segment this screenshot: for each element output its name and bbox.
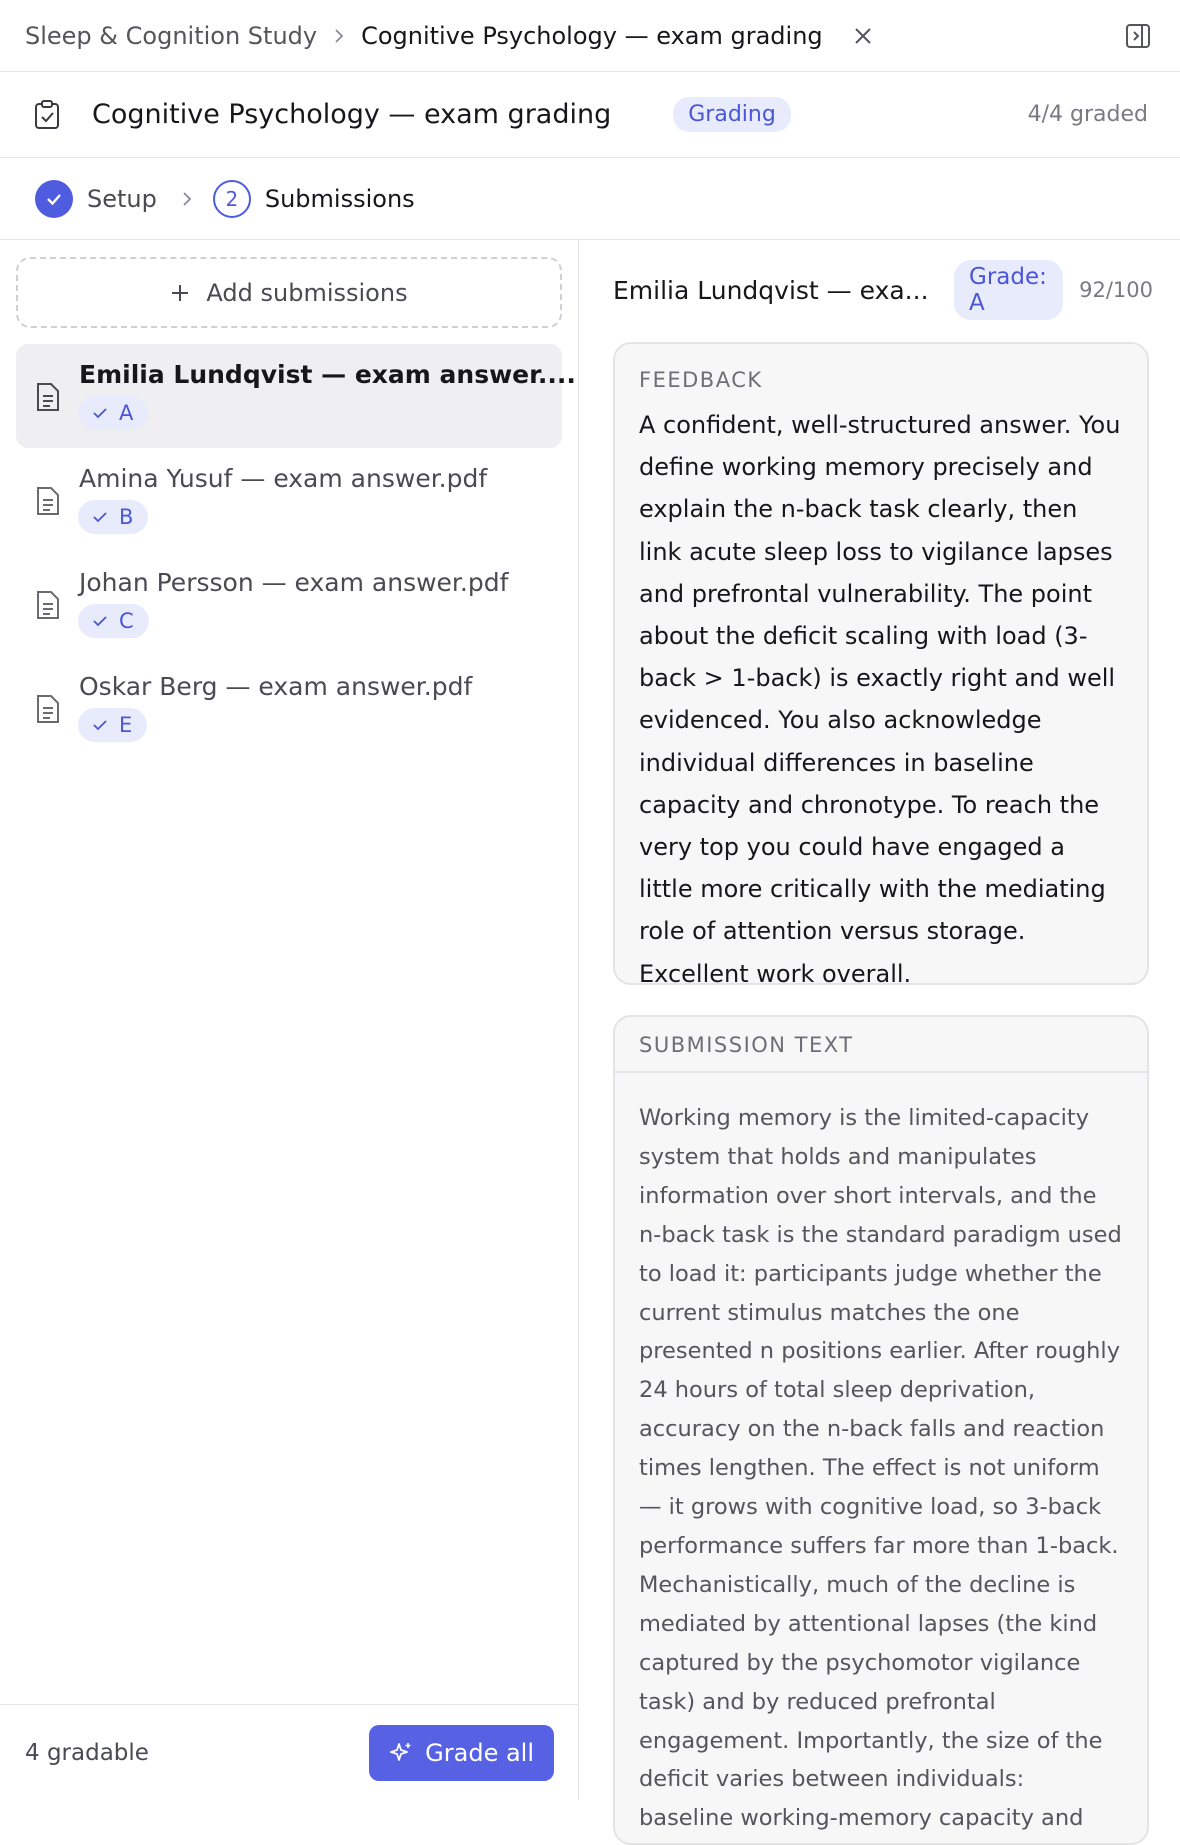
grade-pill (78, 708, 147, 742)
submissions-panel (0, 240, 579, 1800)
grade-letter: B (119, 505, 134, 529)
tab-bar (0, 0, 1180, 72)
clipboard-check-icon (34, 100, 60, 130)
submission-name: Johan Persson — exam answer.pdf (79, 568, 509, 597)
submission-name: Oskar Berg — exam answer.pdf (79, 672, 473, 701)
submission-name: Amina Yusuf — exam answer.pdf (79, 464, 488, 493)
score: 92/100 (1079, 278, 1153, 302)
chevron-right-icon (181, 191, 193, 207)
plus-icon (170, 283, 190, 303)
submission-item[interactable] (16, 448, 562, 552)
step-setup[interactable]: Setup (87, 184, 157, 213)
submission-text-card (613, 1015, 1149, 1845)
submission-text-label: SUBMISSION TEXT (639, 1033, 854, 1057)
document-icon (36, 694, 60, 724)
submission-name: Emilia Lundqvist — exam answer.... (79, 360, 576, 389)
submission-item[interactable] (16, 552, 562, 656)
stepper (0, 158, 1180, 240)
breadcrumb-current[interactable]: Cognitive Psychology — exam grading (361, 21, 823, 50)
add-submissions-label: Add submissions (206, 278, 408, 307)
step-submissions[interactable]: Submissions (264, 184, 415, 213)
document-icon (36, 590, 60, 620)
feedback-text: A confident, well-structured answer. You define working memory precisely and explain the n-back task clearly, then link acute sleep loss to vigilance lapses and prefrontal vulnerability. The point about the deficit scaling with load (3-back > 1-back) is exactly right and well evidenced. You also acknowledge individual differences in baseline capacity and chronotype. To reach the very top you could have engaged a little more critically with the mediating role of attention versus storage. Excellent work overall. (639, 411, 1121, 988)
chevron-right-icon (333, 28, 345, 44)
submission-item[interactable] (16, 656, 562, 760)
panel-toggle-icon[interactable] (1124, 22, 1152, 50)
close-icon[interactable] (849, 22, 877, 50)
gradable-count: 4 gradable (25, 1739, 149, 1766)
submission-text: Working memory is the limited-capacity system that holds and manipulates information over short intervals, and the n-back task is the standard paradigm used to load it: participants judge whether the current stimulus matches the one presented n positions earlier. After roughly 24 hours of total sleep deprivation, accuracy on the n-back falls and reaction times lengthen. The effect is not uniform — it grows with cognitive load, so 3-back performance suffers far more than 1-back. Mechanistically, much of the decline is mediated by attentional lapses (the kind captured by the psychomotor vigilance task) and by reduced prefrontal engagement. Importantly, the size of the deficit varies between individuals: baseline working-memory capacity and (639, 1105, 1122, 1832)
check-icon (93, 719, 107, 731)
submission-item[interactable] (16, 344, 576, 448)
detail-title: Emilia Lundqvist — exa... (613, 275, 929, 305)
submissions-footer (0, 1704, 579, 1800)
graded-count: 4/4 graded (1027, 102, 1148, 127)
document-icon (36, 382, 60, 412)
step-number[interactable]: 2 (213, 180, 251, 218)
submission-text-header (615, 1017, 1147, 1073)
page-header (0, 72, 1180, 158)
feedback-card (613, 342, 1149, 988)
add-submissions-button[interactable] (16, 257, 562, 328)
grade-all-label: Grade all (425, 1739, 534, 1767)
grade-pill (78, 396, 148, 430)
check-icon (93, 511, 107, 523)
grade-pill (78, 500, 148, 534)
sparkle-icon (389, 1741, 413, 1765)
grade-pill (78, 604, 149, 638)
document-icon (36, 486, 60, 516)
grade-letter: E (119, 713, 133, 737)
submission-detail (580, 240, 1180, 1832)
page-title: Cognitive Psychology — exam grading (92, 99, 612, 130)
detail-header (613, 264, 1153, 316)
grade-badge: Grade: A (954, 260, 1063, 320)
check-icon (93, 407, 107, 419)
submission-list (16, 344, 576, 760)
status-badge: Grading (673, 97, 791, 132)
feedback-label: FEEDBACK (639, 368, 763, 392)
grade-letter: C (119, 609, 134, 633)
grade-all-button[interactable] (369, 1725, 554, 1781)
breadcrumb-parent[interactable]: Sleep & Cognition Study (25, 21, 318, 50)
check-icon (93, 615, 107, 627)
check-circle-icon[interactable] (35, 180, 73, 218)
grade-letter: A (119, 401, 134, 425)
